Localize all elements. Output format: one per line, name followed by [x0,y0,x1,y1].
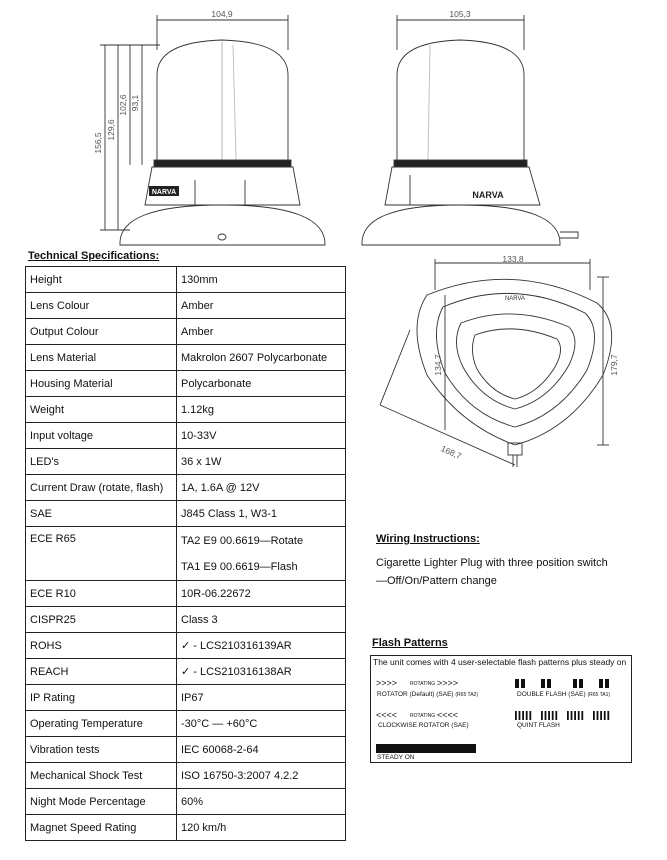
quint-flash-bar [526,711,528,720]
top-view-drawing [365,255,645,470]
spec-label: Lens Colour [26,293,177,319]
quint-flash-bar [581,711,583,720]
spec-value: 1A, 1.6A @ 12V [177,475,346,501]
spec-label: ECE R10 [26,581,177,607]
quint-flash-bar [515,711,517,720]
spec-label: LED's [26,449,177,475]
spec-row [26,475,346,501]
spec-label: Magnet Speed Rating [26,815,177,841]
spec-label: Night Mode Percentage [26,789,177,815]
clockwise-rotating-word: ROTATING [410,713,436,719]
spec-label: Input voltage [26,423,177,449]
spec-row [26,711,346,737]
svg-text:>>>>: >>>> [437,678,459,688]
quint-flash-bar [600,711,602,720]
spec-value: IP67 [177,685,346,711]
svg-text:<<<<: <<<< [437,710,459,720]
rotator-rotating-word: ROTATING [410,681,436,687]
spec-value: 1.12kg [177,397,346,423]
spec-row [26,789,346,815]
spec-value-line: TA1 E9 00.6619—Flash [181,560,298,573]
spec-value: Amber [177,319,346,345]
spec-value: J845 Class 1, W3-1 [177,501,346,527]
double-flash-label: DOUBLE FLASH (SAE) (R65 TA1) [517,691,611,698]
front-height-dim-4: 93,1 [130,94,140,112]
quint-flash-bar [541,711,543,720]
spec-value: Polycarbonate [177,371,346,397]
spec-row [26,449,346,475]
spec-label: ROHS [26,633,177,659]
quint-flash-bar [555,711,557,720]
quint-flash-bar [567,711,569,720]
top-brand-text: NARVA [504,296,526,302]
spec-row [26,527,346,581]
quint-flash-bar [548,711,550,720]
side-view-drawing [362,15,578,245]
spec-label: ECE R65 [26,527,177,581]
spec-label: SAE [26,501,177,527]
spec-value: Amber [177,293,346,319]
spec-label: Lens Material [26,345,177,371]
quint-flash-bar [571,711,573,720]
quint-flash-bar [552,711,554,720]
spec-value: -30°C — +60°C [177,711,346,737]
flash-intro: The unit comes with 4 user-selectable flash patterns plus steady on [373,657,627,667]
spec-row [26,267,346,293]
spec-label: CISPR25 [26,607,177,633]
quint-flash-icon [515,709,625,721]
front-height-dim-2: 129,6 [106,119,116,141]
spec-value: IEC 60068-2-64 [177,737,346,763]
spec-value: 10-33V [177,423,346,449]
quint-flash-bar [545,711,547,720]
spec-label: IP Rating [26,685,177,711]
front-height-dim-1: 156,5 [93,132,103,154]
spec-title: Technical Specifications: [28,250,160,262]
spec-row [26,293,346,319]
spec-row [26,685,346,711]
spec-label: Operating Temperature [26,711,177,737]
top-depth-inner-dim: 134,7 [433,354,443,376]
spec-value: 36 x 1W [177,449,346,475]
spec-value-line: TA2 E9 00.6619—Rotate [181,534,304,547]
spec-label: Weight [26,397,177,423]
spec-row [26,607,346,633]
side-brand-text: NARVA [472,190,504,200]
wiring-title: Wiring Instructions: [376,533,480,545]
wiring-text: Cigarette Lighter Plug with three position switch—Off/On/Pattern change [376,557,608,587]
spec-value [177,527,346,581]
clockwise-pattern-icon [376,710,496,720]
front-width-dim: 104,9 [211,9,233,19]
steady-on-bar [376,744,476,753]
spec-row [26,659,346,685]
spec-value: 130mm [177,267,346,293]
quint-flash-bar [522,711,524,720]
spec-label: Mechanical Shock Test [26,763,177,789]
rotator-label: ROTATOR (Default) (SAE) (R65 TA2) [377,691,478,698]
spec-value: 10R-06.22672 [177,581,346,607]
spec-row [26,345,346,371]
quint-flash-bar [574,711,576,720]
spec-row [26,763,346,789]
top-width-dim: 133,8 [502,255,524,264]
side-width-dim: 105,3 [449,9,471,19]
quint-flash-label: QUINT FLASH [517,722,560,729]
spec-label: Current Draw (rotate, flash) [26,475,177,501]
spec-value: ISO 16750-3:2007 4.2.2 [177,763,346,789]
spec-row [26,397,346,423]
rotator-pattern-icon [376,678,496,688]
quint-flash-bar [519,711,521,720]
quint-flash-bar [607,711,609,720]
quint-flash-bar [529,711,531,720]
steady-on-label: STEADY ON [377,754,415,761]
svg-text:>>>>: >>>> [376,678,398,688]
clockwise-label: CLOCKWISE ROTATOR (SAE) [378,722,469,729]
front-height-dim-3: 102,6 [118,94,128,116]
technical-drawing [0,0,667,250]
spec-value: ✓ - LCS210316138AR [177,659,346,685]
quint-flash-bar [578,711,580,720]
quint-flash-bar [597,711,599,720]
flash-title: Flash Patterns [372,637,448,649]
double-flash-icon [515,677,625,689]
spec-row [26,737,346,763]
spec-table [25,266,346,841]
spec-label: Height [26,267,177,293]
spec-row [26,501,346,527]
top-depth-outer-dim: 179,7 [609,354,619,376]
top-diagonal-dim: 168,7 [439,443,463,462]
spec-value: 60% [177,789,346,815]
spec-row [26,423,346,449]
front-brand-text: NARVA [151,189,177,196]
quint-flash-bar [593,711,595,720]
spec-value: ✓ - LCS210316139AR [177,633,346,659]
spec-value: 120 km/h [177,815,346,841]
spec-row [26,633,346,659]
spec-row [26,371,346,397]
quint-flash-bar [604,711,606,720]
front-view-drawing [100,15,325,245]
spec-label: REACH [26,659,177,685]
svg-text:<<<<: <<<< [376,710,398,720]
spec-value: Class 3 [177,607,346,633]
spec-value: Makrolon 2607 Polycarbonate [177,345,346,371]
spec-row [26,319,346,345]
spec-row [26,581,346,607]
spec-label: Housing Material [26,371,177,397]
spec-row [26,815,346,841]
spec-label: Output Colour [26,319,177,345]
spec-label: Vibration tests [26,737,177,763]
